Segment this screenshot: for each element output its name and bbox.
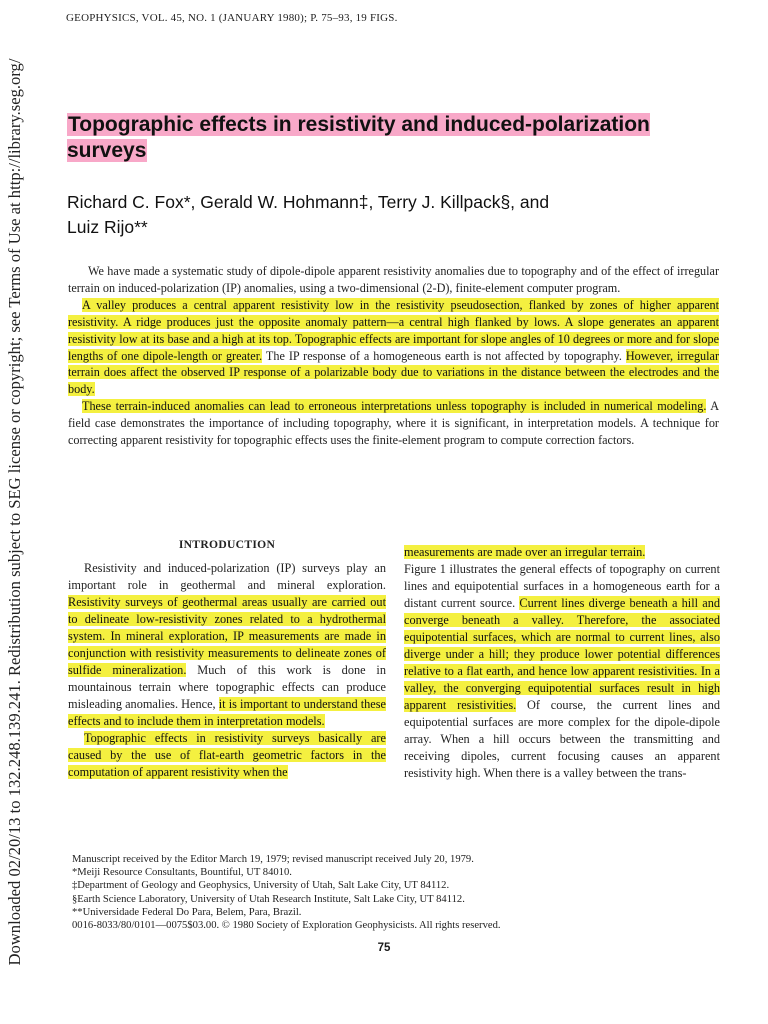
abstract-paragraph-3 — [68, 398, 719, 449]
download-notice-sidebar — [4, 0, 26, 1024]
footnote-copyright: 0016-8033/80/0101—0075$03.00. © 1980 Society of Exploration Geophysicists. All rights reserved. — [72, 920, 501, 932]
paper-title — [67, 112, 727, 164]
intro-paragraph-1 — [68, 560, 386, 730]
footnote-affiliation: ‡Department of Geology and Geophysics, University of Utah, Salt Lake City, UT 84112. — [72, 880, 450, 892]
author-list — [67, 190, 707, 240]
highlight: These terrain-induced anomalies can lead to erroneous interpretations unless topography is included in numerical modeling. — [82, 399, 707, 414]
highlight: measurements are made over an irregular terrain. — [404, 545, 646, 559]
abstract-paragraph-2 — [68, 297, 719, 398]
intro-paragraph-3 — [404, 561, 720, 782]
highlight: Current lines diverge beneath a hill and converge beneath a valley. Therefore, the associated equipotential surfaces, which are normal to current lines, also diverge under a hill; they produce lower potential differences relative to a flat earth, and hence low apparent resistivities. In a valley, the converging equipotential surfaces result in high apparent resistivities. — [404, 596, 720, 712]
body-text: Resistivity and induced-polarization (IP) surveys play an important role in geothermal and mineral exploration. — [68, 561, 386, 592]
highlight: Topographic effects in resistivity surveys basically are caused by the use of flat-earth geometric factors in the computation of apparent resistivity when the — [68, 731, 386, 779]
body-text: Of course, the current lines and equipotential surfaces are more complex for the dipole-dipole array. When a hill occurs between the transmitting and receiving dipoles, current focusing causes an apparent resistivity high. When there is a valley between the trans- — [404, 698, 720, 780]
footnote-received: Manuscript received by the Editor March 19, 1979; revised manuscript received July 20, 1979. — [72, 854, 474, 865]
abstract-paragraph-1: We have made a systematic study of dipole-dipole apparent resistivity anomalies due to topography and of the effect of irregular terrain on induced-polarization (IP) anomalies, using a two-dimensional (2-D), finite-element computer program. — [68, 264, 719, 295]
footnote-affiliation: **Universidade Federal Do Para, Belem, Para, Brazil. — [72, 906, 302, 918]
highlight: it is important to understand these effects and to include them in interpretation models. — [68, 697, 386, 728]
highlight: Resistivity surveys of geothermal areas usually are carried out to delineate low-resistivity zones related to a hydrothermal system. In mineral exploration, IP measurements are made in conjunction with resistivity measurements to delineate zones of sulfide mineralization. — [68, 595, 386, 677]
paper-title-text: Topographic effects in resistivity and induced-polarization surveys — [67, 113, 650, 162]
authors-line-1: Richard C. Fox*, Gerald W. Hohmann‡, Terry J. Killpack§, and — [67, 192, 550, 212]
column-left — [68, 536, 386, 781]
body-text: Much of this work is done in mountainous terrain where topographic effects can produce misleading anomalies. Hence, — [68, 663, 386, 711]
section-heading-introduction: INTRODUCTION — [178, 538, 276, 551]
journal-header: GEOPHYSICS, VOL. 45, NO. 1 (JANUARY 1980); P. 75–93, 19 FIGS. — [66, 12, 398, 24]
abstract — [68, 263, 719, 449]
abstract-text: A field case demonstrates the importance of including topography, where it is significant, in interpretation models. A technique for correcting apparent resistivity for topographic effects uses the finite-element program to compute correction factors. — [68, 399, 719, 448]
download-notice-text: Downloaded 02/20/13 to 132.248.139.241. Redistribution subject to SEG license or copyright; see Terms of Use at http://library.seg.org/ — [5, 58, 24, 966]
column-right — [404, 544, 720, 782]
highlight: A valley produces a central apparent resistivity low in the resistivity pseudosection, flanked by zones of higher apparent resistivity. A ridge produces just the opposite anomaly pattern—a central high flanked by lows. A slope generates an apparent resistivity low at its base and a high at its top. Topographic effects are important for slope angles of 10 degrees or more and for slope lengths of one dipole-length or greater. — [68, 297, 719, 363]
intro-paragraph-2-continued — [404, 544, 720, 561]
footnote-affiliation: §Earth Science Laboratory, University of Utah Research Institute, Salt Lake City, UT 84112. — [72, 893, 465, 905]
footnote-affiliation: *Meiji Resource Consultants, Bountiful, UT 84010. — [72, 867, 292, 879]
intro-paragraph-2 — [68, 730, 386, 781]
body-text: Figure 1 illustrates the general effects of topography on current lines and equipotential surfaces in a homogeneous earth for a distant current source. — [404, 562, 720, 610]
page-number: 75 — [377, 942, 391, 954]
footnotes — [72, 853, 722, 932]
authors-line-2: Luiz Rijo** — [67, 217, 148, 237]
highlight: However, irregular terrain does affect the observed IP response of a polarizable body due to variations in the distance between the electrodes and the body. — [68, 348, 719, 397]
abstract-text: The IP response of a homogeneous earth is not affected by topography. — [262, 348, 626, 363]
